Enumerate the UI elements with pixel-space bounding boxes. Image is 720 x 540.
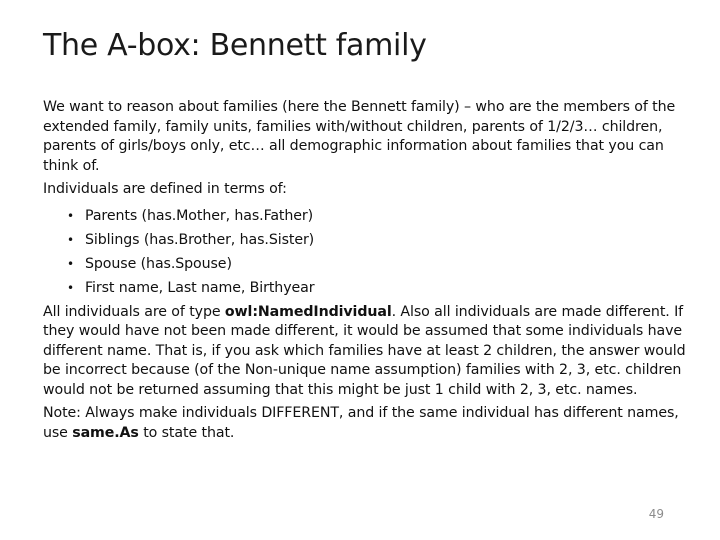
bullet-icon: • xyxy=(67,256,74,271)
page-number: 49 xyxy=(648,507,664,521)
bullet-icon: • xyxy=(67,232,74,247)
named-individual-term: owl:NamedIndividual xyxy=(224,303,392,320)
individuals-text-start: All individuals are of type xyxy=(43,303,225,320)
list-item xyxy=(43,252,691,276)
list-item-text: First name, Last name, Birthyear xyxy=(85,279,315,296)
slide-title: The A-box: Bennett family xyxy=(43,28,427,63)
bullet-icon: • xyxy=(67,280,74,295)
definition-paragraph: Individuals are defined in terms of: xyxy=(43,181,287,197)
note-paragraph xyxy=(43,404,691,443)
bullet-icon: • xyxy=(67,208,74,223)
list-item xyxy=(43,204,691,228)
list-item xyxy=(43,228,691,252)
list-item-text: Siblings (has.Brother, has.Sister) xyxy=(85,231,315,248)
list-item-text: Spouse (has.Spouse) xyxy=(85,255,232,272)
same-as-term: same.As xyxy=(72,424,139,441)
individuals-paragraph xyxy=(43,303,691,401)
list-item-text: Parents (has.Mother, has.Father) xyxy=(85,207,314,224)
list-item xyxy=(43,276,691,300)
definition-list xyxy=(43,204,691,300)
note-text-end: to state that. xyxy=(138,424,235,441)
individuals-text-end: . Also all individuals are made different. If they would have not been made different, it would be assumed that some individuals have different name. That is, if you ask which families have at least 2 children, the answer would be incorrect because (of the Non-unique name assumption) families with 2, 3, etc. children would not be returned assuming that this might be just 1 child with 2, 3, etc. names. xyxy=(43,303,686,398)
intro-paragraph: We want to reason about families (here the Bennett family) – who are the members of the extended family, family units, families with/without children, parents of 1/2/3… children, parents of girls/boys only, etc… all demographic information about families that you can think of. xyxy=(43,99,676,174)
note-text-start: Note: Always make individuals DIFFERENT, and if the same individual has different names, use xyxy=(43,405,679,441)
slide-body xyxy=(43,98,691,447)
